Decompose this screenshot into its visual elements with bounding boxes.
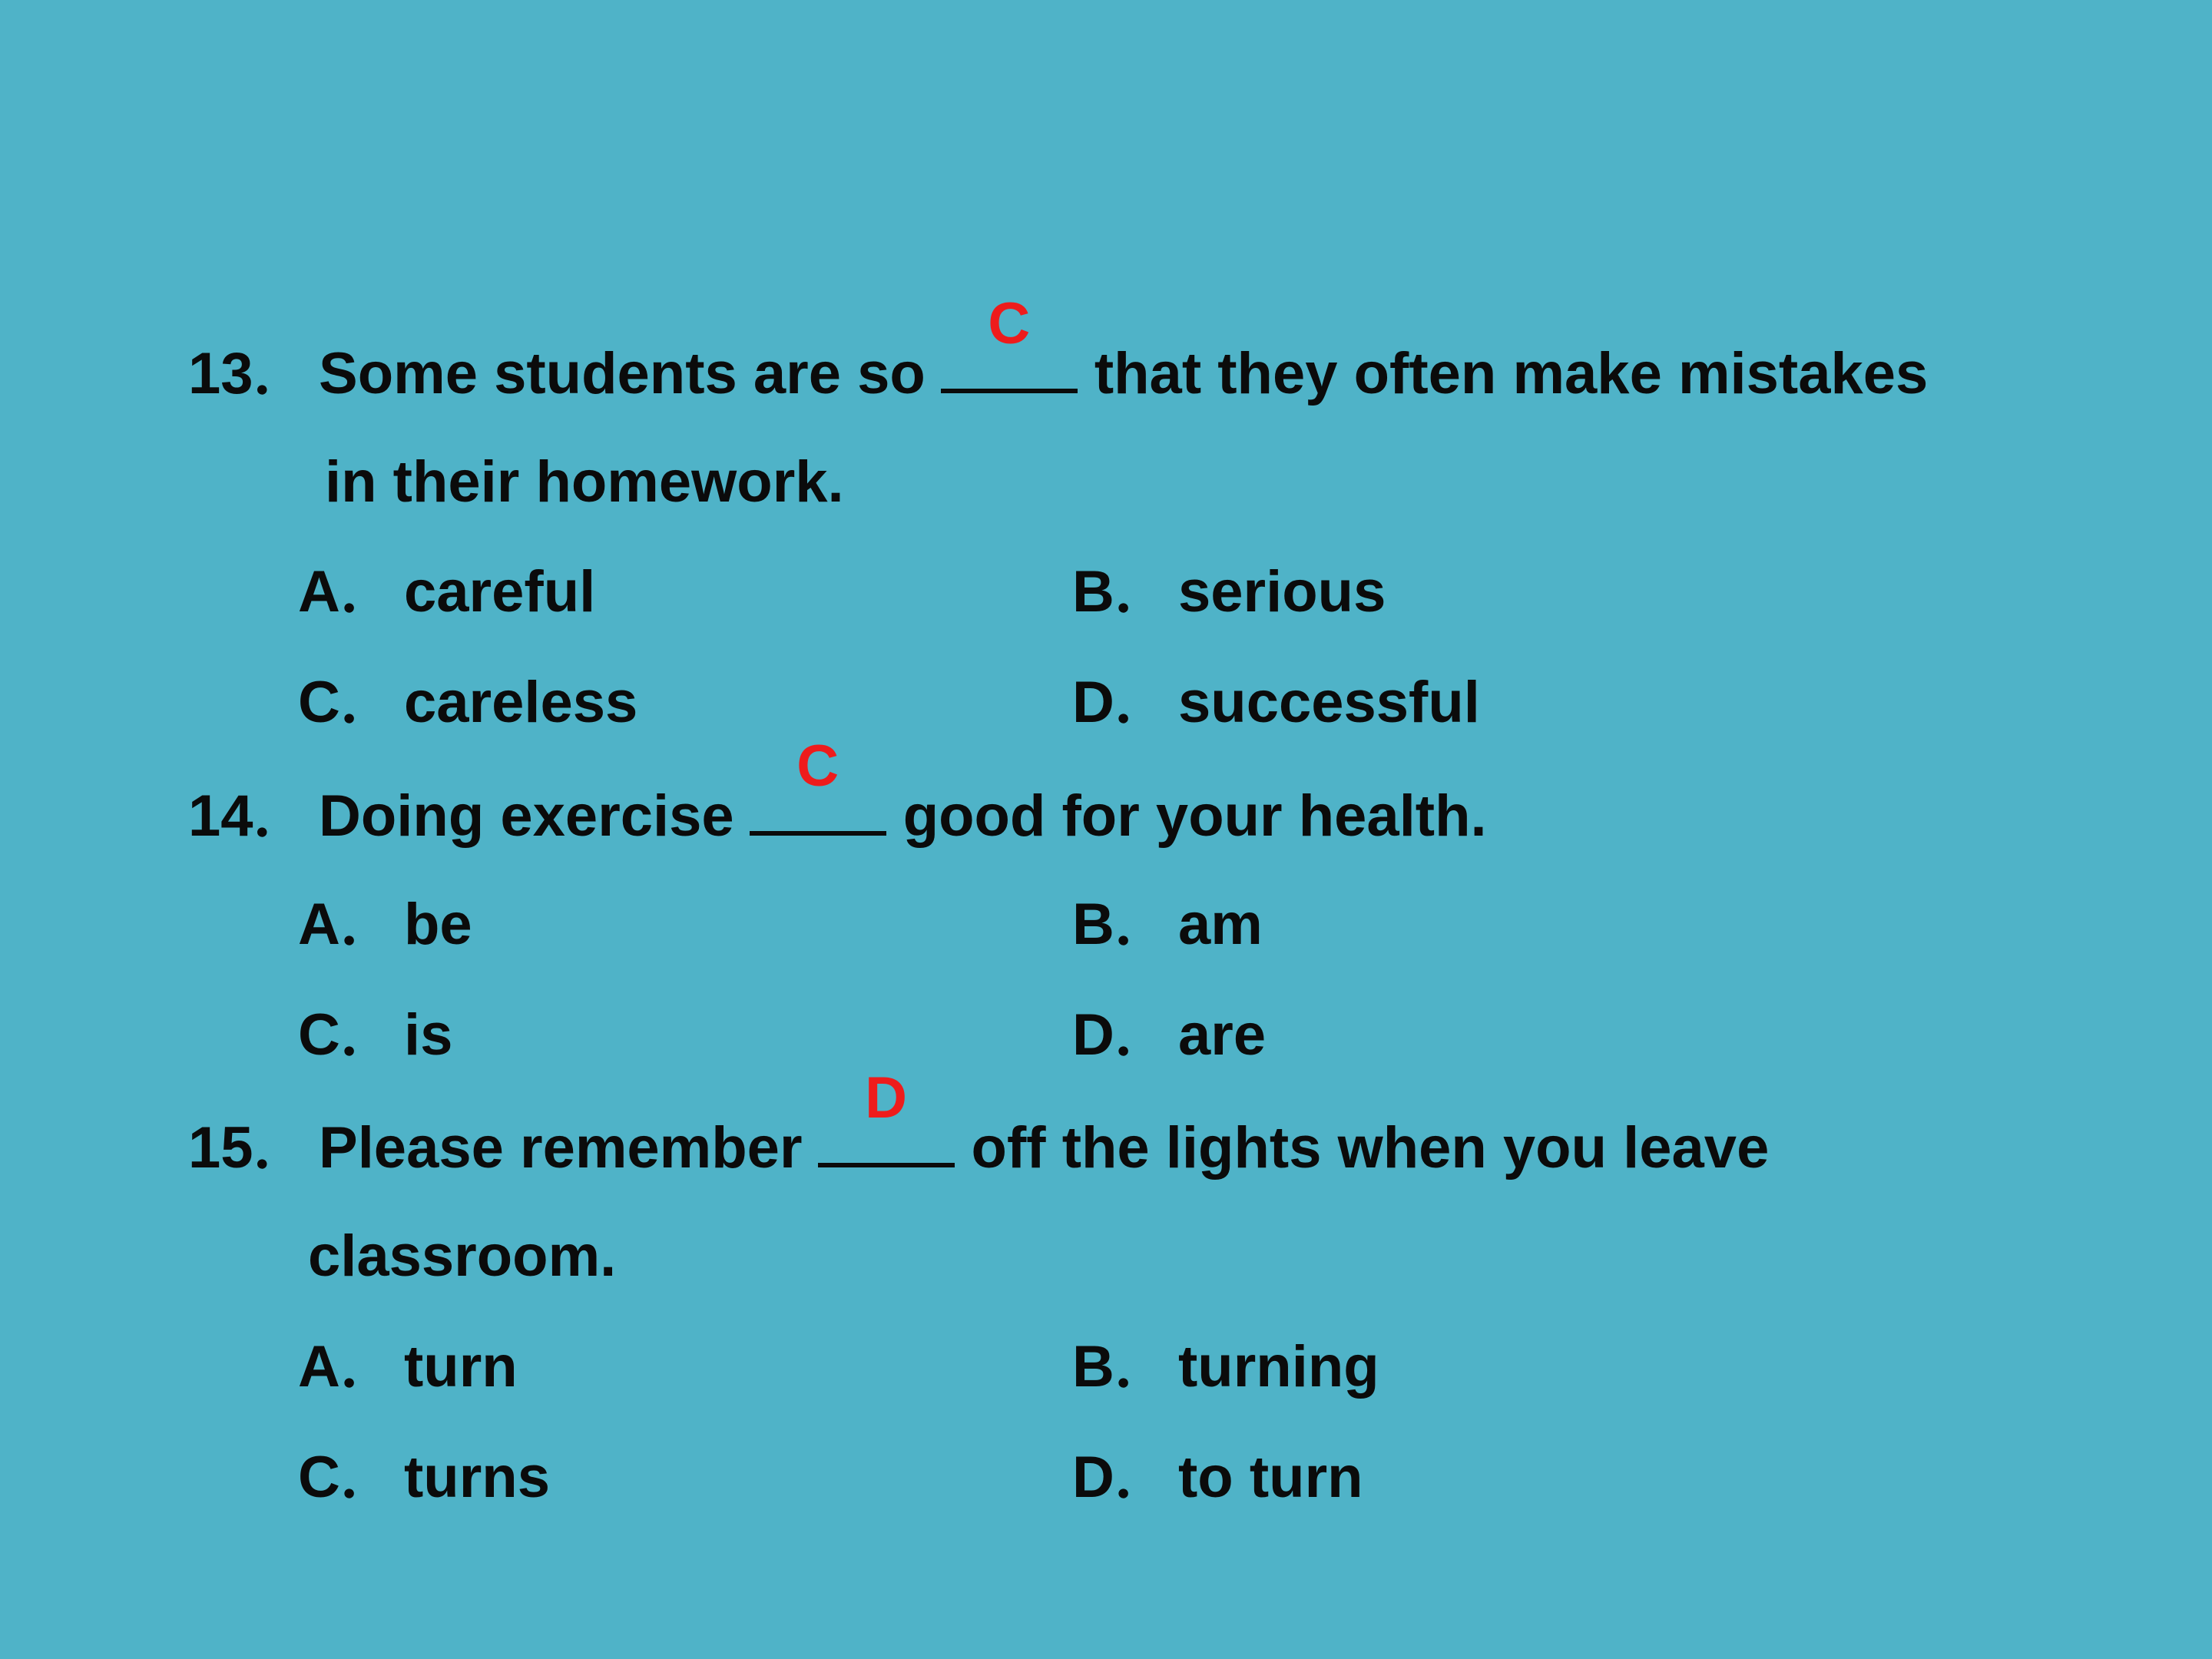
stem-after: off the lights when you leave: [971, 1115, 1770, 1181]
question-13-stem: [188, 291, 1929, 406]
option-c: [298, 1002, 453, 1068]
question-15-stem: [188, 1065, 1770, 1181]
answer-mark: C: [796, 733, 839, 799]
option-letter: B．: [1072, 559, 1173, 624]
answer-mark: C: [988, 291, 1031, 356]
option-c: [298, 670, 638, 735]
stem-before: Please remember: [319, 1115, 803, 1181]
stem-after: good for your health.: [902, 783, 1487, 849]
answer-blank: [750, 733, 886, 836]
stem-before: Doing exercise: [319, 783, 734, 849]
option-letter: B．: [1072, 1334, 1173, 1399]
option-letter: B．: [1072, 892, 1173, 957]
option-c: [298, 1445, 550, 1510]
answer-blank: [941, 291, 1078, 393]
option-d: [1072, 1002, 1267, 1068]
stem-before: Some students are so: [319, 341, 926, 406]
option-text: are: [1178, 1002, 1267, 1068]
option-a: [298, 1334, 518, 1399]
question-number: 14．: [188, 783, 312, 849]
option-letter: D．: [1072, 1002, 1173, 1068]
option-b: [1072, 1334, 1379, 1399]
option-text: am: [1178, 892, 1263, 957]
question-13-continuation: in their homework.: [325, 449, 844, 515]
option-letter: A．: [298, 559, 399, 624]
option-text: careless: [404, 670, 638, 735]
option-b: [1072, 559, 1386, 624]
option-text: is: [404, 1002, 453, 1068]
question-14-stem: [188, 733, 1487, 849]
option-text: turn: [404, 1334, 518, 1399]
option-letter: C．: [298, 1002, 399, 1068]
question-number: 13．: [188, 341, 312, 406]
option-text: turns: [404, 1445, 550, 1510]
option-text: be: [404, 892, 472, 957]
question-15-continuation: classroom.: [308, 1224, 617, 1289]
option-d: [1072, 670, 1480, 735]
option-letter: D．: [1072, 1445, 1173, 1510]
option-d: [1072, 1445, 1363, 1510]
option-letter: C．: [298, 670, 399, 735]
option-a: [298, 559, 596, 624]
option-text: turning: [1178, 1334, 1379, 1399]
option-b: [1072, 892, 1263, 957]
question-number: 15．: [188, 1115, 312, 1181]
option-text: serious: [1178, 559, 1386, 624]
answer-blank: [818, 1065, 955, 1167]
option-letter: A．: [298, 1334, 399, 1399]
stem-after: that they often make mistakes: [1094, 341, 1929, 406]
option-letter: A．: [298, 892, 399, 957]
option-letter: C．: [298, 1445, 399, 1510]
option-text: successful: [1178, 670, 1480, 735]
option-letter: D．: [1072, 670, 1173, 735]
option-text: careful: [404, 559, 596, 624]
option-text: to turn: [1178, 1445, 1363, 1510]
answer-mark: D: [865, 1065, 907, 1131]
option-a: [298, 892, 472, 957]
